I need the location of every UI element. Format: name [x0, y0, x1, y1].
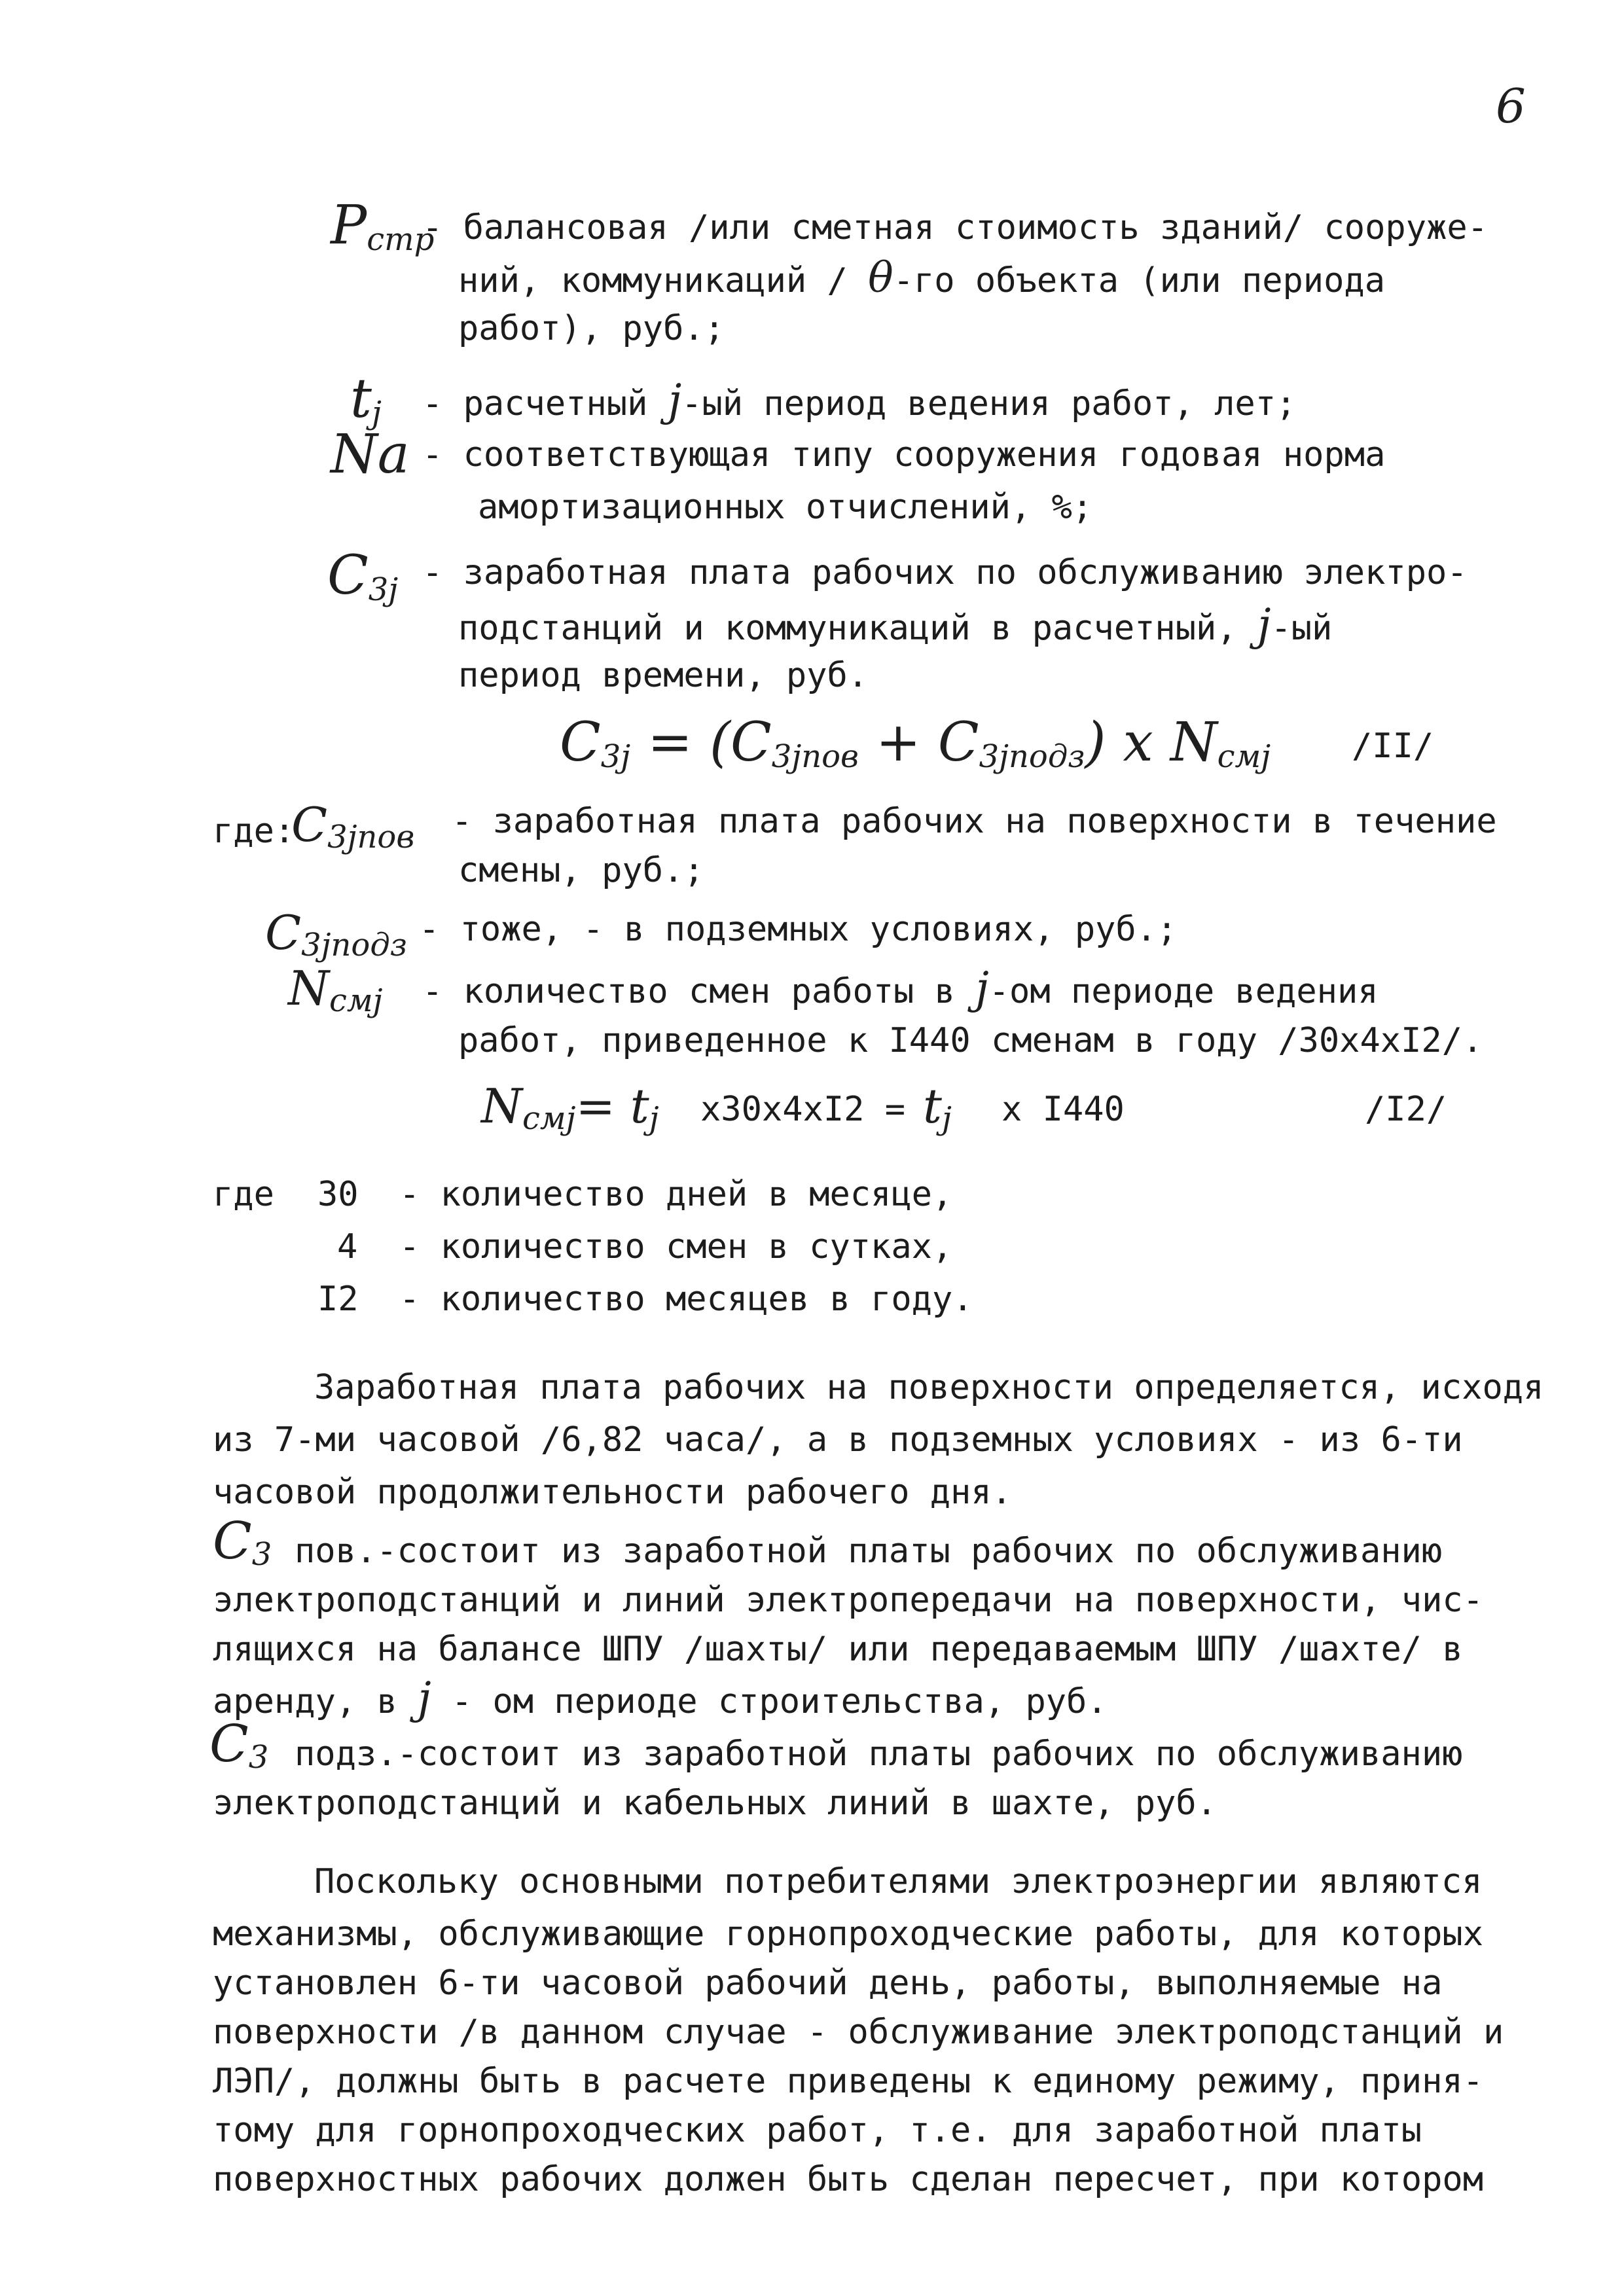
gde-row-num: 4: [337, 1227, 358, 1266]
gde-row-text: - количество дней в месяце,: [399, 1175, 953, 1214]
para1-line-1: Заработная плата рабочих на поверхности определяется, исходя: [314, 1368, 1544, 1407]
symbol-c3-podz: $C_3$: [209, 1715, 269, 1776]
para2-line-3: лящихся на балансе ШПУ /шахты/ или передаваемым ШПУ /шахте/ в: [213, 1630, 1463, 1669]
symbol-na: Na: [331, 423, 410, 486]
formula-12-tj: $t_j$: [923, 1079, 952, 1137]
symbol-c3-pov: $C_3$: [213, 1512, 272, 1573]
def-c3j-pov-line-1: - заработная плата рабочих на поверхности в течение: [452, 802, 1497, 841]
def-p-str-line-1: - балансовая /или сметная стоимость зданий/ сооруже-: [422, 208, 1488, 247]
def-tj-line-1: - расчетный j-ый период ведения работ, лет;: [422, 375, 1297, 425]
para2-line-2: электроподстанций и линий электропередачи на поверхности, чис-: [213, 1581, 1484, 1620]
def-c3j-pov-line-2: смены, руб.;: [458, 851, 704, 890]
def-c3j-line-1: - заработная плата рабочих по обслуживанию электро-: [422, 553, 1468, 592]
gde-row-num: 30: [317, 1175, 359, 1214]
para3-line-1: подз.-состоит из заработной платы рабочих по обслуживанию: [295, 1734, 1463, 1774]
para4-line-6: тому для горнопроходческих работ, т.е. для заработной платы: [213, 2111, 1422, 2150]
para1-line-2: из 7-ми часовой /6,82 часа/, а в подземных условиях - из 6-ти: [213, 1420, 1463, 1460]
para1-line-3: часовой продолжительности рабочего дня.: [213, 1473, 1012, 1512]
formula-12: $N_{смj}= t_j$: [481, 1079, 659, 1137]
para4-line-2: механизмы, обслуживающие горнопроходческие работы, для которых: [213, 1914, 1484, 1954]
para4-line-5: ЛЭП/, должны быть в расчете приведены к единому режиму, приня-: [213, 2062, 1484, 2101]
def-c3j-line-3: период времени, руб.: [458, 656, 869, 695]
formula-12-mid: x30x4xI2 =: [700, 1090, 906, 1129]
symbol-j: j: [1257, 600, 1271, 650]
def-p-str-line-2: ний, коммуникаций / θ-го объекта (или периода: [458, 254, 1386, 302]
def-c3j-line-2: подстанций и коммуникаций в расчетный, j-ый: [458, 600, 1333, 650]
para3-line-2: электроподстанций и кабельных линий в шахте, руб.: [213, 1784, 1218, 1823]
para2-line-4: аренду, в j - ом периоде строительства, руб.: [213, 1673, 1108, 1723]
symbol-j: j: [418, 1673, 431, 1723]
symbol-tj: $t_j$: [350, 368, 382, 431]
symbol-c3j-podz: $C_{3jподз}$: [265, 905, 407, 963]
formula-12-number: /I2/: [1365, 1090, 1447, 1129]
para2-line-1: пов.-состоит из заработной платы рабочих по обслуживанию: [295, 1532, 1443, 1571]
symbol-j: j: [668, 375, 682, 425]
def-na-line-1: - соответствующая типу сооружения годовая норма: [422, 435, 1386, 475]
page-number: 6: [1496, 79, 1526, 134]
formula-12-tail: x I440: [1001, 1090, 1125, 1129]
formula-11: $C_{3j} = (C_{3jпов} + C_{3jподз})$ x $N_{смj}$: [560, 711, 1271, 775]
para4-line-4: поверхности /в данном случае - обслуживание электроподстанций и: [213, 2013, 1504, 2052]
symbol-c3j-pov: $C_{3jпов}$: [291, 797, 415, 855]
def-p-str-line-3: работ), руб.;: [458, 309, 725, 348]
gde-row-text: - количество месяцев в году.: [399, 1280, 973, 1319]
symbol-ncmj: $N_{смj}$: [288, 961, 383, 1019]
gde-label: где:: [213, 812, 295, 851]
para4-line-1: Поскольку основными потребителями электроэнергии являются: [314, 1862, 1483, 1901]
def-ncmj-line-1: - количество смен работы в j-ом периоде ведения: [422, 963, 1379, 1013]
def-ncmj-line-2: работ, приведенное к I440 сменам в году /30x4xI2/.: [458, 1021, 1483, 1060]
gde-row-num: I2: [317, 1280, 359, 1319]
symbol-j: j: [975, 963, 989, 1013]
formula-11-number: /II/: [1352, 726, 1434, 766]
def-c3j-podz-line-1: - тоже, - в подземных условиях, руб.;: [419, 910, 1178, 949]
gde-label-2: где: [213, 1175, 274, 1214]
symbol-p-str: $P_{стр}$: [331, 194, 435, 258]
symbol-c3j: $C_{3j}$: [327, 545, 399, 608]
def-na-line-2: амортизационных отчислений, %;: [478, 488, 1093, 527]
para4-line-7: поверхностных рабочих должен быть сделан пересчет, при котором: [213, 2160, 1484, 2199]
symbol-theta: θ: [868, 254, 893, 302]
gde-row-text: - количество смен в сутках,: [399, 1227, 953, 1266]
para4-line-3: установлен 6-ти часовой рабочий день, работы, выполняемые на: [213, 1964, 1443, 2003]
